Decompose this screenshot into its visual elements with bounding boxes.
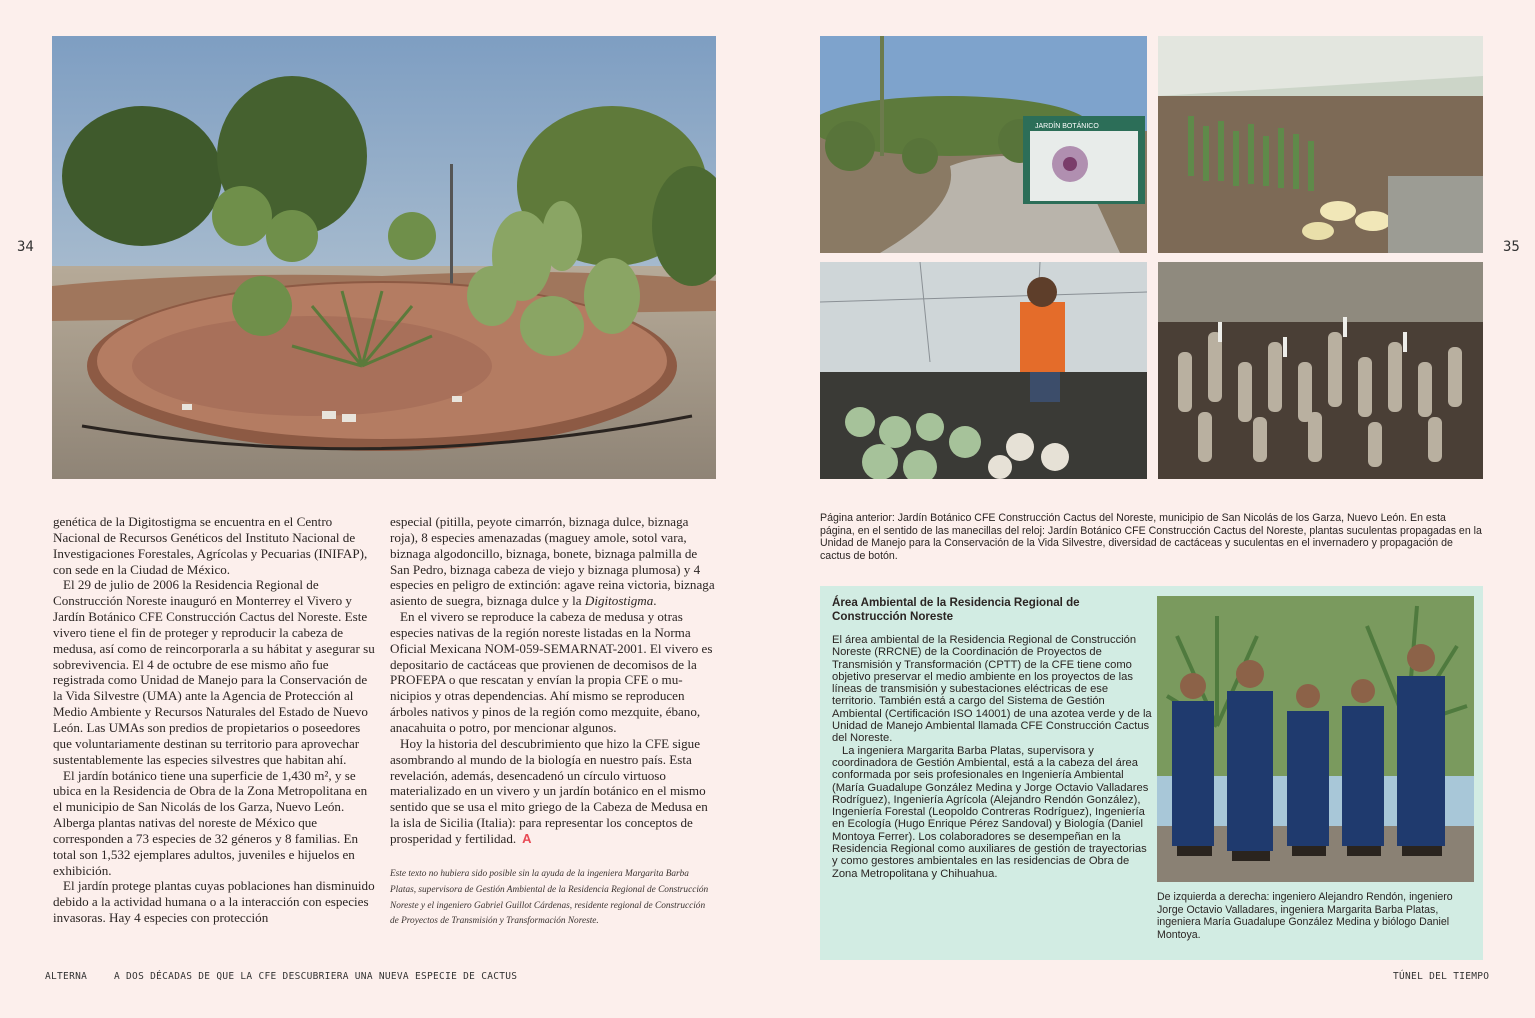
paragraph: El jardín botánico tiene una superficie de 1,430 m², y se ubica en la Residencia de Obra de la Zona Metropolitana en el municipio de San Nicolás de los Garza, Nuevo León. Alberga plantas nativas del noreste de México que corresponden a 73 especies de 32 géneros y 8 familias. En total son 1,532 ejemplares adultos, juveniles e hijuelos en exhibición.: [53, 767, 368, 878]
paragraph: La ingeniera Margarita Barba Platas, supervisora y coordinadora de Gestión Ambiental, está a la cabeza del área conformada por seis profesionales en Ingeniería Ambiental (María Guadalupe González Medina y Jorge Octavio Valladares Rodríguez), Ingeniería Agrícola (Alejandro Rendón González), Ingeniería Forestal (Leopoldo Contreras Rodríguez), Ingeniería en Ecología (Hugo Enrique Pérez Sandoval) y Biología (Daniel Montoya Ferrer). Los colaboradores se desempeñan en la Residencia Regional como auxiliares de gestión de trayectorias y como gestores ambientales en las residencias de Obra de Zona Metropolitana y Chihuahua.: [832, 744, 1149, 880]
paragraph: El jardín protege plantas cuyas poblaciones han disminuido debido a la actividad humana o a la interacción con especies invasoras. Hay 4 especies con protección: [53, 878, 375, 926]
footer-section: TÚNEL DEL TIEMPO: [1393, 971, 1490, 982]
period: .: [653, 593, 657, 609]
greenhouse-photo: [820, 262, 1147, 479]
article-column-1: [53, 514, 378, 926]
paragraph: [390, 514, 715, 609]
sidebar-title: Área Ambiental de la Residencia Regional de Construcción Noreste: [832, 596, 1080, 623]
article-column-2: [390, 514, 715, 847]
paragraph: genética de la Digitostigma se encuentra en el Centro Nacional de Recursos Genéticos del Instituto Nacional de Investigaciones Forestales, Agrícolas y Pecuarias (INIFAP), con sede en la Ciudad de México.: [53, 514, 368, 577]
end-mark-logo: A: [522, 830, 532, 846]
paragraph: El área ambiental de la Residencia Regional de Construcción Noreste (RRCNE) de la Coordinación de Proyectos de Transmisión y Transformación (CPTT) de la CFE tiene como objetivo preservar el medio ambiente en los proyectos de las líneas de transmisión y subestaciones eléctricas de ese territorio. También está a cargo del Sistema de Gestión Ambiental (Certificación ISO 14001) de una azotea verde y de la Unidad de Manejo Ambiental llamada CFE Construcción Cactus del Noreste.: [832, 634, 1152, 745]
paragraph: El 29 de julio de 2006 la Residencia Regional de Construcción Noreste inauguró en Monterrey el Vivero y Jardín Botánico CFE Construcción Cactus del Noreste. Este vivero tiene el fin de proteger y reproducir la cabeza de medusa, así como de reincorporarla a su hábitat y asegurar su sobrevivencia. El 4 de octubre de ese mismo año fue registrada como Unidad de Manejo para la Conservación de la Vida Silvestre (UMA) ante la Agencia de Protección al Medio Ambiente y Recursos Naturales del Estado de Nuevo León. Las UMAs son predios de propietarios o poseedores que voluntariamente destinan su territorio para aprovechar sustentablemente las especies silvestres que habitan ahí.: [53, 577, 375, 767]
paragraph-text: Hoy la historia del descubrimiento que hizo la CFE sigue asombrando al mundo de la biología en nuestro país. Esta revelación, además, desencadenó un círculo virtuoso materializado en un vivero y un jardín botánico en el mismo sentido que se usa el mito griego de la Cabeza de Medusa en la isla de Sicilia (Italia): para representar los conceptos de prosperidad y fertilidad.: [390, 735, 708, 846]
team-photo: [1157, 596, 1474, 882]
credits-note: Este texto no hubiera sido posible sin la ayuda de la ingeniera Margarita Barba Platas, supervisora de Gestión Ambiental de la Residencia Regional de Construcción Noreste y el ingeniero Gabriel Guillot Cárdenas, residente regional de Construcción de Proyectos de Transmisión y Transformación Noreste.: [390, 869, 709, 927]
footer-magazine: ALTERNA: [45, 971, 88, 982]
nursery-photo: [1158, 36, 1483, 253]
sidebar-body: [832, 634, 1154, 880]
photo-caption: Página anterior: Jardín Botánico CFE Construcción Cactus del Noreste, municipio de San Nicolás de los Garza, Nuevo León. En esta página, en el sentido de las manecillas del reloj: Jardín Botánico CFE Construcción Cactus del Noreste, plantas suculentas propagadas en la Unidad de Manejo para la Conservación de la Vida Silvestre, diversidad de cactáceas y suculentas en el invernadero y propagación de cactus de botón.: [820, 512, 1482, 562]
paragraph: En el vivero se reproduce la cabeza de medusa y otras especies nativas de la región noreste listadas en la Norma Oficial Mexicana NOM-059-SEMARNAT-2001. El vivero es depositario de cactáceas que provienen de decomisos de la PROFEPA o que rescatan y envían la propia CFE o municipios y otras dependencias. Ahí mismo se reproducen árboles nativos y pinos de la región como mezquite, ébano, anacahuita o potro, por mencionar algunos.: [390, 609, 713, 735]
button-cactus-photo: [1158, 262, 1483, 479]
paragraph-text: especial (pitilla, peyote cimarrón, biznaga dulce, biznaga roja), 8 especies amenazadas (maguey amole, sotol vara, biznaga algodoncillo, biznaga, bonete, biznaga palmilla de San Pedro, biznaga cabeza de viejo y biznaga plumosa) y 4 especies en peligro de extinción: agave reina victoria, biznaga asiento de suegra, biznaga dulce y la: [390, 514, 715, 609]
paragraph: [390, 736, 715, 847]
team-photo-caption: De izquierda a derecha: ingeniero Alejandro Rendón, ingeniero Jorge Octavio Valladares, ingeniera Margarita Barba Platas, ingeniera María Guadalupe González Medina y biólogo Daniel Montoya.: [1157, 891, 1453, 941]
sidebar-box: [820, 586, 1483, 960]
garden-photo: [52, 36, 716, 479]
sign-text: JARDÍN BOTÁNICO: [1035, 123, 1099, 130]
footer-article-title: A DOS DÉCADAS DE QUE LA CFE DESCUBRIERA UNA NUEVA ESPECIE DE CACTUS: [114, 971, 518, 982]
page-number-right: 35: [1503, 239, 1520, 255]
page-number-left: 34: [17, 239, 34, 255]
garden-path-photo: [820, 36, 1147, 253]
species-name: Digitostigma: [584, 593, 654, 609]
